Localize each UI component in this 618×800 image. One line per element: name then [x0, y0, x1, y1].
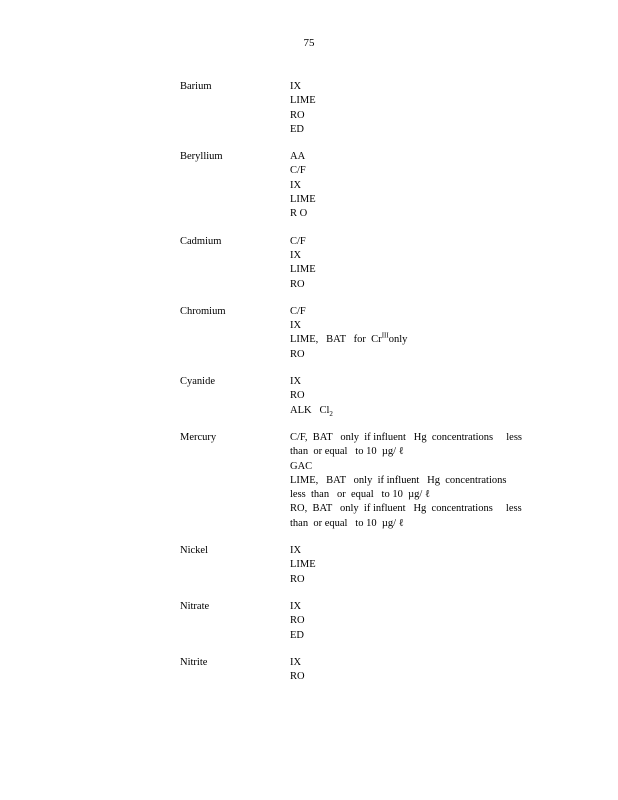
method-list: [290, 305, 525, 362]
method-item: IX: [290, 656, 302, 668]
method-list: [290, 600, 525, 643]
method-text: ALK Cl: [290, 404, 330, 416]
element-name: Chromium: [180, 305, 226, 317]
method-item: C/F: [290, 305, 306, 317]
entry-nickel: [180, 544, 525, 587]
method-item: LIME: [290, 95, 316, 107]
element-name: Mercury: [180, 431, 217, 443]
method-item: LIME: [290, 194, 316, 206]
method-item: less than or equal to 10 µg/ ℓ: [290, 489, 430, 501]
method-item: GAC: [290, 460, 313, 472]
entry-beryllium: [180, 150, 525, 221]
method-list: [290, 150, 525, 221]
method-list: [290, 431, 525, 531]
method-text: LIME, BAT for Cr: [290, 334, 382, 346]
entry-nitrite: [180, 656, 525, 685]
element-name: Nitrite: [180, 656, 208, 668]
method-list: [290, 375, 525, 418]
entry-barium: [180, 80, 525, 137]
method-list: [290, 235, 525, 292]
method-item: RO: [290, 671, 305, 683]
element-name: Beryllium: [180, 151, 223, 163]
method-item: C/F, BAT only if influent Hg concentrations less: [290, 431, 522, 443]
method-item: RO: [290, 109, 305, 121]
method-item: ED: [290, 629, 304, 641]
element-name: Nitrate: [180, 600, 210, 612]
method-item: R O: [290, 208, 308, 220]
method-list: [290, 80, 525, 137]
entry-nitrate: [180, 600, 525, 643]
bat-table: [180, 80, 525, 697]
method-item: ED: [290, 123, 304, 135]
method-suffix: only: [388, 334, 408, 346]
method-item: RO: [290, 348, 305, 360]
entry-cyanide: [180, 375, 525, 418]
page-number: 75: [303, 37, 315, 49]
entry-cadmium: [180, 235, 525, 292]
element-name: Cyanide: [180, 376, 215, 388]
method-item: RO: [290, 615, 305, 627]
method-item: than or equal to 10 µg/ ℓ: [290, 517, 404, 529]
method-item: [290, 333, 525, 347]
method-item: IX: [290, 376, 302, 388]
method-item: IX: [290, 179, 302, 191]
method-item: IX: [290, 249, 302, 261]
oxidation-state-superscript: III: [381, 331, 389, 340]
method-item: IX: [290, 600, 302, 612]
method-item: RO: [290, 390, 305, 402]
method-item: than or equal to 10 µg/ ℓ: [290, 446, 404, 458]
method-item: IX: [290, 545, 302, 557]
method-item: RO: [290, 573, 305, 585]
element-name: Barium: [180, 81, 212, 92]
entry-chromium: [180, 305, 525, 362]
method-list: [290, 544, 525, 587]
method-item: C/F: [290, 235, 306, 247]
method-item: C/F: [290, 165, 306, 177]
method-item: LIME: [290, 559, 316, 571]
method-list: [290, 656, 525, 685]
element-name: Nickel: [180, 545, 208, 557]
method-item: [290, 404, 525, 418]
element-name: Cadmium: [180, 235, 222, 247]
method-item: IX: [290, 320, 302, 332]
method-item: RO, BAT only if influent Hg concentrations less: [290, 503, 522, 515]
entry-mercury: [180, 431, 525, 531]
method-item: LIME, BAT only if influent Hg concentrations: [290, 474, 507, 486]
method-item: RO: [290, 278, 305, 290]
chlorine-subscript: 2: [329, 409, 333, 418]
method-item: IX: [290, 81, 302, 92]
method-item: LIME: [290, 264, 316, 276]
method-item: AA: [290, 151, 306, 163]
